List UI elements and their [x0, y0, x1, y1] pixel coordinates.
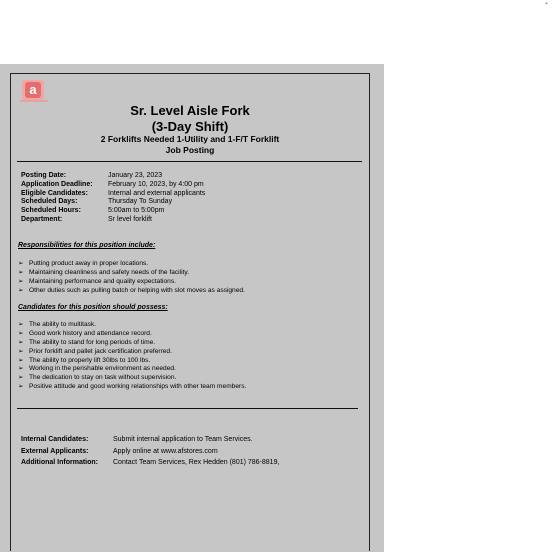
- list-item-text: Maintaining cleanliness and safety needs of the facility.: [29, 268, 190, 276]
- positions-needed: 2 Forklifts Needed 1-Utility and 1-F/T Forklift: [100, 134, 280, 144]
- detail-row: [21, 172, 162, 181]
- list-item-text: Putting product away in proper locations.: [29, 260, 149, 267]
- qualifications-heading: Candidates for this position should possess:: [18, 304, 168, 311]
- qualifications-list: [18, 321, 246, 392]
- detail-value: February 10, 2023, by 4:00 pm: [108, 180, 204, 188]
- detail-value: 5:00am to 5:00pm: [108, 207, 165, 215]
- list-item: [18, 321, 246, 330]
- contact-label: Internal Candidates:: [21, 436, 89, 443]
- list-item: [18, 330, 246, 339]
- company-logo: [22, 80, 44, 100]
- list-item: [18, 287, 245, 296]
- contact-value: Contact Team Services, Rex Hedden (801) 786-8819,: [113, 459, 280, 466]
- list-item: [18, 374, 246, 383]
- list-item: [18, 383, 246, 392]
- list-item: [18, 365, 246, 374]
- shift-subtitle: (3-Day Shift): [151, 119, 229, 134]
- list-item: [18, 357, 246, 366]
- arrow-bullet-icon: ➢: [18, 268, 24, 276]
- arrow-bullet-icon: ➢: [18, 338, 24, 346]
- list-item: [18, 260, 245, 269]
- detail-row: [21, 190, 205, 199]
- arrow-bullet-icon: ➢: [18, 347, 24, 355]
- contact-label: Additional Information:: [21, 459, 98, 466]
- arrow-bullet-icon: ➢: [18, 374, 24, 382]
- arrow-bullet-icon: ➢: [18, 277, 24, 285]
- header-divider: [17, 161, 362, 162]
- detail-value: Internal and external applicants: [108, 189, 206, 197]
- list-item-text: The dedication to stay on task without supervision.: [29, 374, 177, 382]
- detail-label: Department:: [21, 216, 63, 223]
- responsibilities-list: [18, 260, 245, 296]
- contact-label: External Applicants:: [21, 447, 89, 455]
- list-item-text: Positive attitude and good working relationships with other team members.: [29, 383, 247, 391]
- arrow-bullet-icon: ➢: [18, 356, 24, 364]
- detail-row: [21, 181, 204, 190]
- logo-underline: [20, 100, 48, 102]
- arrow-bullet-icon: ➢: [18, 260, 24, 267]
- detail-value: January 23, 2023: [108, 172, 163, 179]
- list-item: [18, 339, 246, 348]
- logo-letter: a: [25, 82, 41, 98]
- arrow-bullet-icon: ➢: [18, 321, 24, 328]
- list-item-text: Good work history and attendance record.: [29, 329, 152, 337]
- list-item-text: Maintaining performance and quality expectations.: [29, 277, 176, 285]
- arrow-bullet-icon: ➢: [18, 383, 24, 391]
- detail-value: Sr level forklift: [108, 216, 152, 223]
- detail-label: Eligible Candidates:: [21, 189, 88, 197]
- list-item-text: Other duties such as pulling batch or helping with slot moves as assigned.: [29, 286, 245, 294]
- detail-row: [21, 207, 164, 216]
- detail-row: [21, 216, 152, 225]
- footer-divider: [17, 408, 358, 409]
- detail-value: Thursday To Sunday: [108, 198, 173, 206]
- contact-row: [21, 448, 218, 455]
- responsibilities-heading: Responsibilities for this position include:: [18, 242, 156, 249]
- job-title: Sr. Level Aisle Fork: [130, 103, 250, 118]
- list-item: [18, 278, 245, 287]
- list-item: [18, 269, 245, 278]
- posting-label: Job Posting: [165, 145, 215, 155]
- contact-value: Apply online at www.afstores.com: [113, 447, 218, 455]
- list-item: [18, 348, 246, 357]
- contact-row: [21, 459, 279, 466]
- list-item-text: Working in the perishable environment as needed.: [29, 365, 176, 373]
- list-item-text: The ability to stand for long periods of time.: [29, 338, 156, 346]
- list-item-text: The ability to properly lift 30lbs to 100 lbs.: [29, 356, 151, 364]
- detail-label: Scheduled Hours:: [21, 207, 81, 215]
- corner-mark: +: [545, 1, 548, 7]
- list-item-text: Prior forklift and pallet jack certification preferred.: [29, 347, 172, 355]
- detail-label: Posting Date:: [21, 172, 67, 179]
- list-item-text: The ability to multitask.: [29, 321, 97, 328]
- arrow-bullet-icon: ➢: [18, 286, 24, 294]
- contact-value: Submit internal application to Team Services.: [113, 436, 253, 443]
- arrow-bullet-icon: ➢: [18, 365, 24, 373]
- detail-label: Application Deadline:: [21, 180, 93, 188]
- arrow-bullet-icon: ➢: [18, 329, 24, 337]
- contact-row: [21, 436, 253, 443]
- detail-label: Scheduled Days:: [21, 198, 78, 206]
- detail-row: [21, 198, 172, 207]
